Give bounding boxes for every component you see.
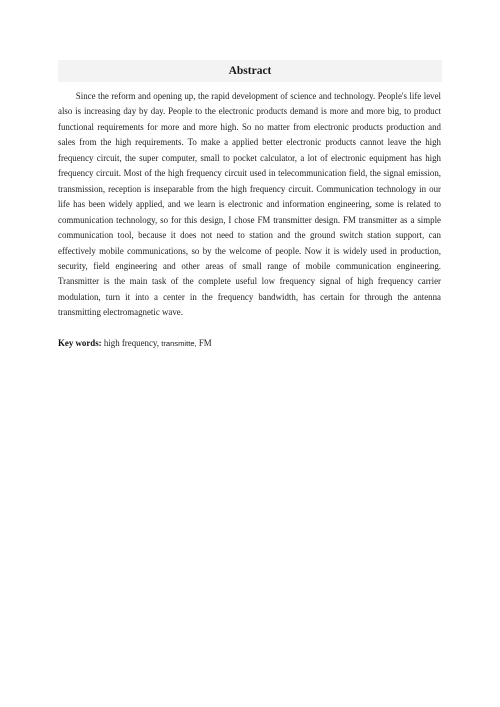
keyword-3: FM (198, 338, 212, 348)
keywords-label: Key words: (58, 338, 102, 348)
abstract-title-bar (58, 60, 442, 82)
keyword-2: transmitte, (161, 339, 197, 348)
abstract-body: Since the reform and opening up, the rapid development of science and technology. People's life level also is increasing day by day. People to the electronic products demand is more and more big, to product functional requirements for more and more high. So no matter from electronic products production and sales from the high requirements. To make a applied better electronic products cannot leave the high frequency circuit, the super computer, small to pocket calculator, a lot of electronic equipment has high frequency circuit. Most of the high frequency circuit used in telecommunication field, the signal emission, transmission, reception is inseparable from the high frequency circuit. Communication technology in our life has been widely applied, and we learn is electronic and information engineering, some is related to communication technology, so for this design, I chose FM transmitter design. FM transmitter as a simple communication tool, because it does not need to station and the ground switch station support, can effectively mobile communications, so by the welcome of people. Now it is widely used in production, security, field engineering and other areas of small range of mobile communication engineering. Transmitter is the main task of the complete useful low frequency signal of high frequency carrier modulation, turn it into a center in the frequency bandwidth, has certain for through the antenna transmitting electromagnetic wave. (58, 91, 441, 318)
abstract-title: Abstract (228, 65, 272, 77)
keywords-line (58, 336, 441, 351)
keyword-1: high frequency, (103, 338, 159, 348)
